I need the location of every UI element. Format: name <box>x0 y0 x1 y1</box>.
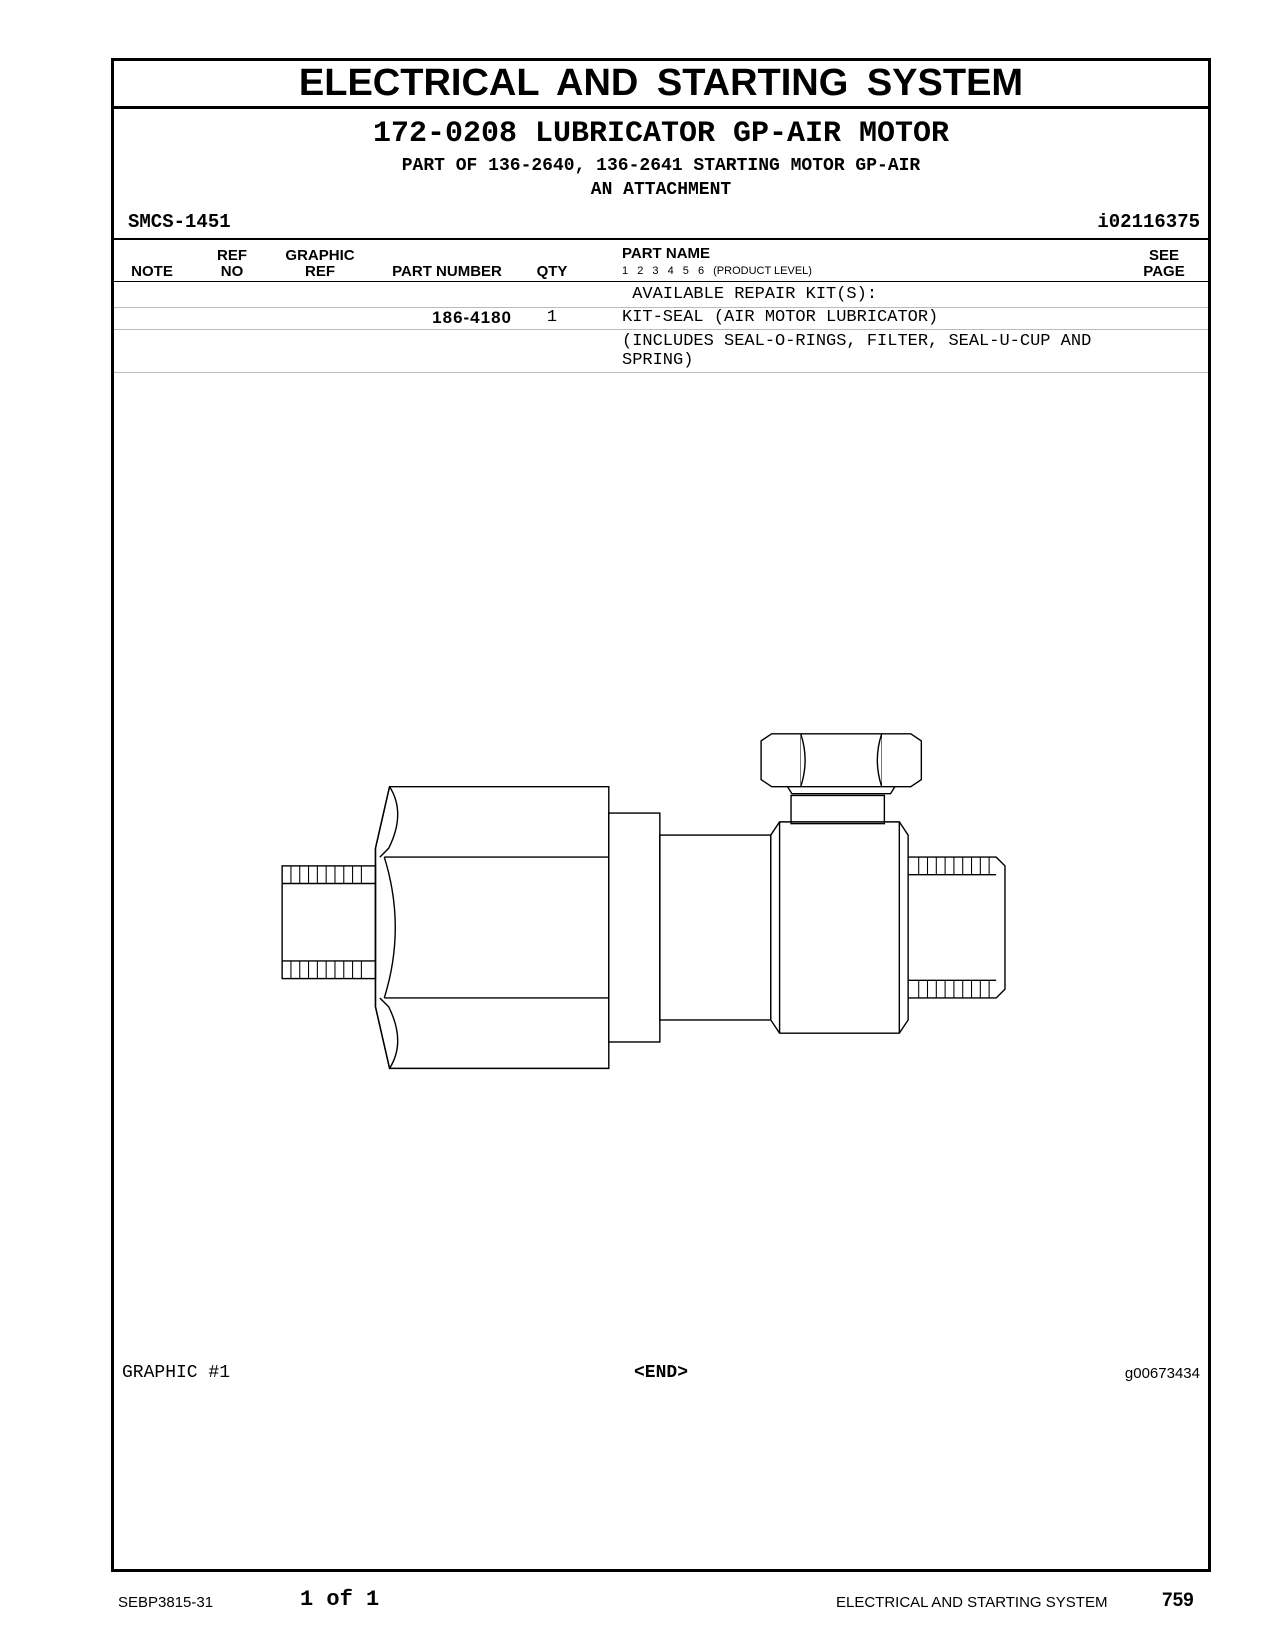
cap-stem <box>791 795 884 823</box>
left-thread <box>282 866 375 979</box>
smcs-code: SMCS-1451 <box>128 211 231 233</box>
page-frame <box>111 58 1211 1572</box>
col-note: NOTE <box>131 263 173 280</box>
col-graphic-ref-2: REF <box>305 263 335 280</box>
top-hex-cap <box>761 734 921 794</box>
level-4: 4 <box>667 265 674 277</box>
ident-number: i02116375 <box>1097 211 1200 233</box>
section-title: ELECTRICAL AND STARTING SYSTEM <box>114 61 1208 109</box>
end-marker: <END> <box>633 1363 688 1383</box>
graphic-label: GRAPHIC #1 <box>122 1363 231 1383</box>
footer-doc-number: SEBP3815-31 <box>118 1594 214 1611</box>
product-levels <box>622 265 812 277</box>
attachment-line: AN ATTACHMENT <box>590 180 732 200</box>
lubricator-drawing <box>274 681 1014 1086</box>
col-graphic-ref-1: GRAPHIC <box>285 247 355 264</box>
row-divider <box>114 372 1208 373</box>
row-2-part-name: KIT-SEAL (AIR MOTOR LUBRICATOR) <box>622 308 939 327</box>
header-top-rule <box>114 238 1208 240</box>
col-ref-no-1: REF <box>217 247 247 264</box>
footer-section: ELECTRICAL AND STARTING SYSTEM <box>836 1594 1108 1611</box>
product-level-label: (PRODUCT LEVEL) <box>713 265 812 277</box>
col-qty: QTY <box>536 263 568 280</box>
col-see-page-1: SEE <box>1148 247 1179 264</box>
row-2-qty: 1 <box>546 308 558 327</box>
level-2: 2 <box>637 265 644 277</box>
level-5: 5 <box>682 265 689 277</box>
valve-body <box>771 822 908 1033</box>
body-tube <box>660 835 771 1020</box>
header-bottom-rule <box>114 281 1208 282</box>
collar <box>609 813 660 1042</box>
col-part-name: PART NAME <box>622 245 711 262</box>
level-1: 1 <box>622 265 629 277</box>
right-thread <box>908 857 1005 998</box>
row-1-part-name: AVAILABLE REPAIR KIT(S): <box>622 285 878 304</box>
footer-page-number: 759 <box>1162 1590 1194 1611</box>
level-6: 6 <box>697 265 705 277</box>
row-3-part-name: (INCLUDES SEAL-O-RINGS, FILTER, SEAL-U-CUP AND <box>622 332 1092 351</box>
body-hex-nut <box>375 787 608 1069</box>
col-see-page-2: PAGE <box>1143 263 1185 280</box>
col-ref-no-2: NO <box>220 263 244 280</box>
level-3: 3 <box>652 265 659 277</box>
row-divider <box>114 329 1208 330</box>
footer-page-count: 1 of 1 <box>300 1587 380 1612</box>
group-title: 172-0208 LUBRICATOR GP-AIR MOTOR <box>372 117 950 151</box>
row-3-part-name-cont: SPRING) <box>622 351 694 370</box>
col-part-number: PART NUMBER <box>392 263 502 280</box>
row-2-part-number: 186-4180 <box>432 308 512 327</box>
graphic-number: g00673434 <box>1124 1365 1200 1382</box>
part-of-line: PART OF 136-2640, 136-2641 STARTING MOTOR GP-AIR <box>401 156 921 176</box>
